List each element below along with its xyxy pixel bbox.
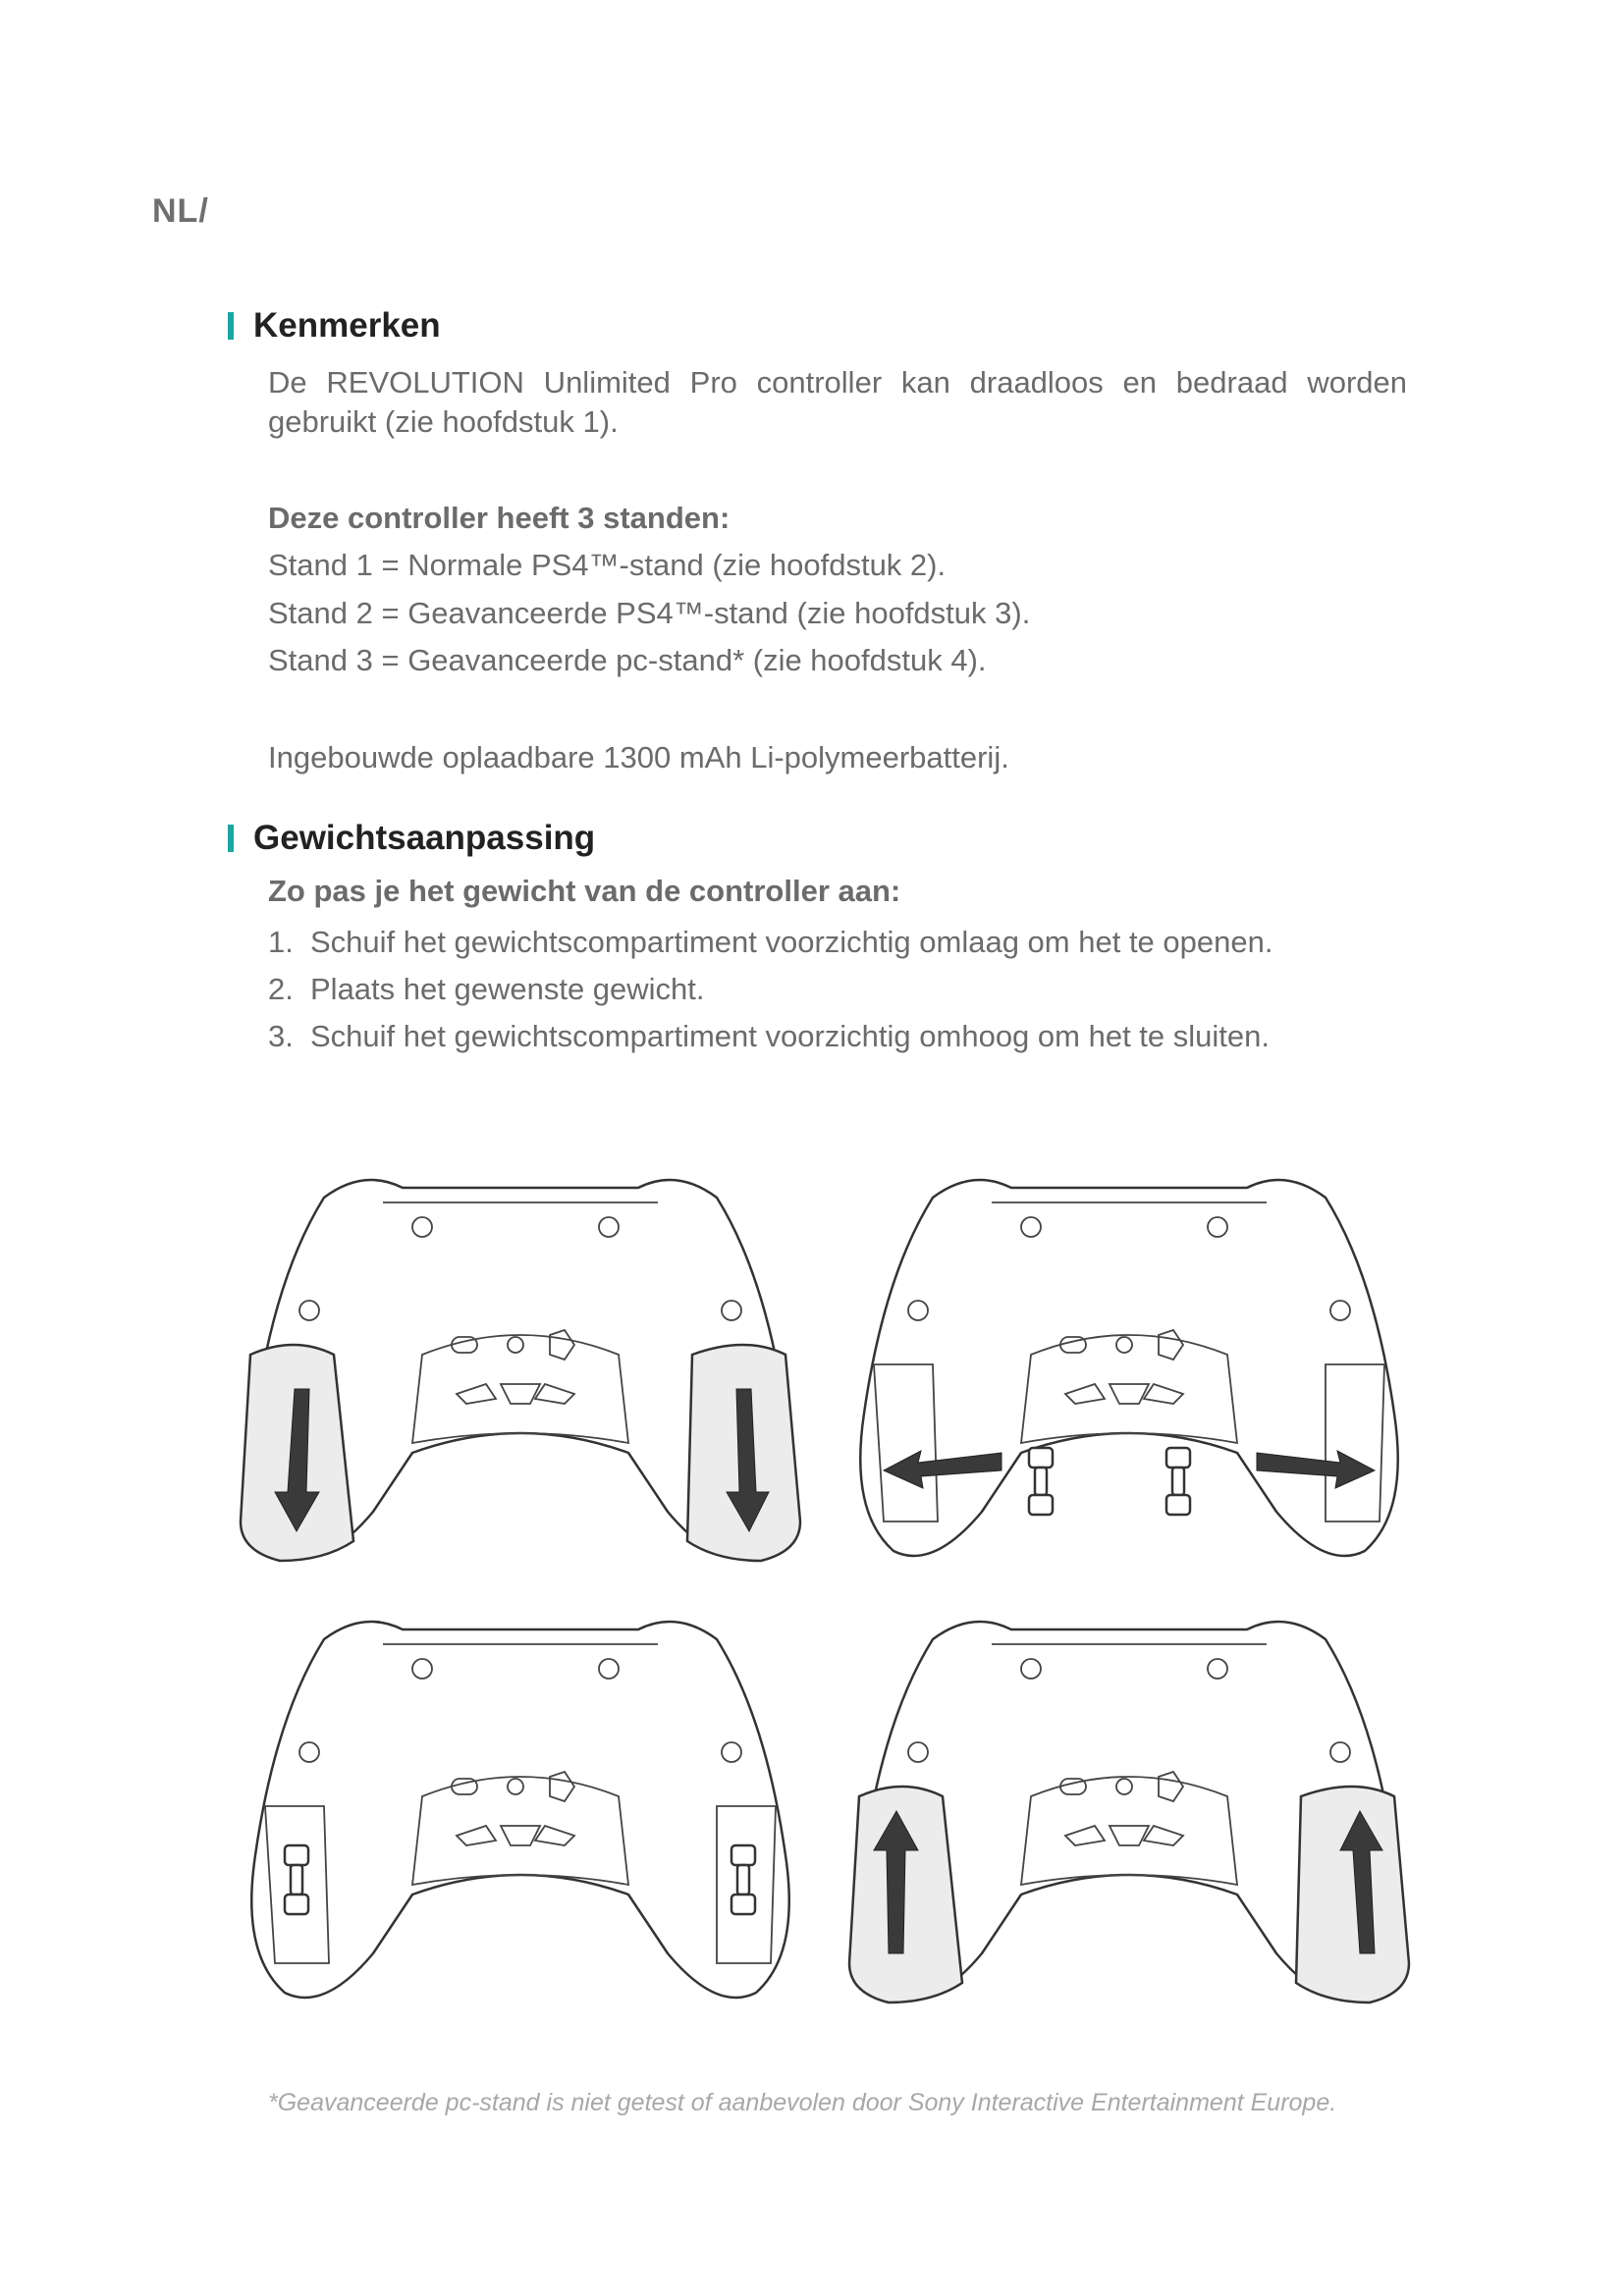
controller-illustration-weights-insert bbox=[844, 1158, 1414, 1571]
modes-heading: Deze controller heeft 3 standen: bbox=[268, 501, 731, 535]
kenmerken-intro: De REVOLUTION Unlimited Pro controller kan draadloos en bedraad worden gebruikt (zie hoofdstuk 1). bbox=[268, 365, 1407, 439]
step-1: 1. Schuif het gewichtscompartiment voorzichtig omlaag om het te openen. bbox=[268, 925, 1273, 959]
battery-text: Ingebouwde oplaadbare 1300 mAh Li-polymeerbatterij. bbox=[268, 740, 1009, 774]
kenmerken-title: Kenmerken bbox=[253, 306, 441, 345]
mode-3: Stand 3 = Geavanceerde pc-stand* (zie hoofdstuk 4). bbox=[268, 643, 987, 677]
step-2: 2. Plaats het gewenste gewicht. bbox=[268, 972, 705, 1006]
section-title-kenmerken bbox=[228, 306, 441, 346]
section-title-gewicht bbox=[228, 819, 595, 858]
mode-1: Stand 1 = Normale PS4™-stand (zie hoofdstuk 2). bbox=[268, 548, 947, 582]
controller-illustration-open bbox=[236, 1158, 805, 1571]
footnote: *Geavanceerde pc-stand is niet getest of aanbevolen door Sony Interactive Entertainment Europe. bbox=[268, 2089, 1337, 2116]
controller-illustration-close bbox=[844, 1600, 1414, 2012]
mode-2: Stand 2 = Geavanceerde PS4™-stand (zie hoofdstuk 3). bbox=[268, 596, 1031, 630]
steps-list bbox=[268, 919, 1272, 1060]
section-marker bbox=[228, 312, 234, 340]
section-marker bbox=[228, 825, 234, 852]
gewicht-title: Gewichtsaanpassing bbox=[253, 819, 596, 857]
language-label: NL/ bbox=[152, 192, 209, 230]
step-3: 3. Schuif het gewichtscompartiment voorzichtig omhoog om het te sluiten. bbox=[268, 1019, 1270, 1053]
controller-illustration-weights-placed bbox=[236, 1600, 805, 2012]
gewicht-heading: Zo pas je het gewicht van de controller aan: bbox=[268, 874, 901, 908]
